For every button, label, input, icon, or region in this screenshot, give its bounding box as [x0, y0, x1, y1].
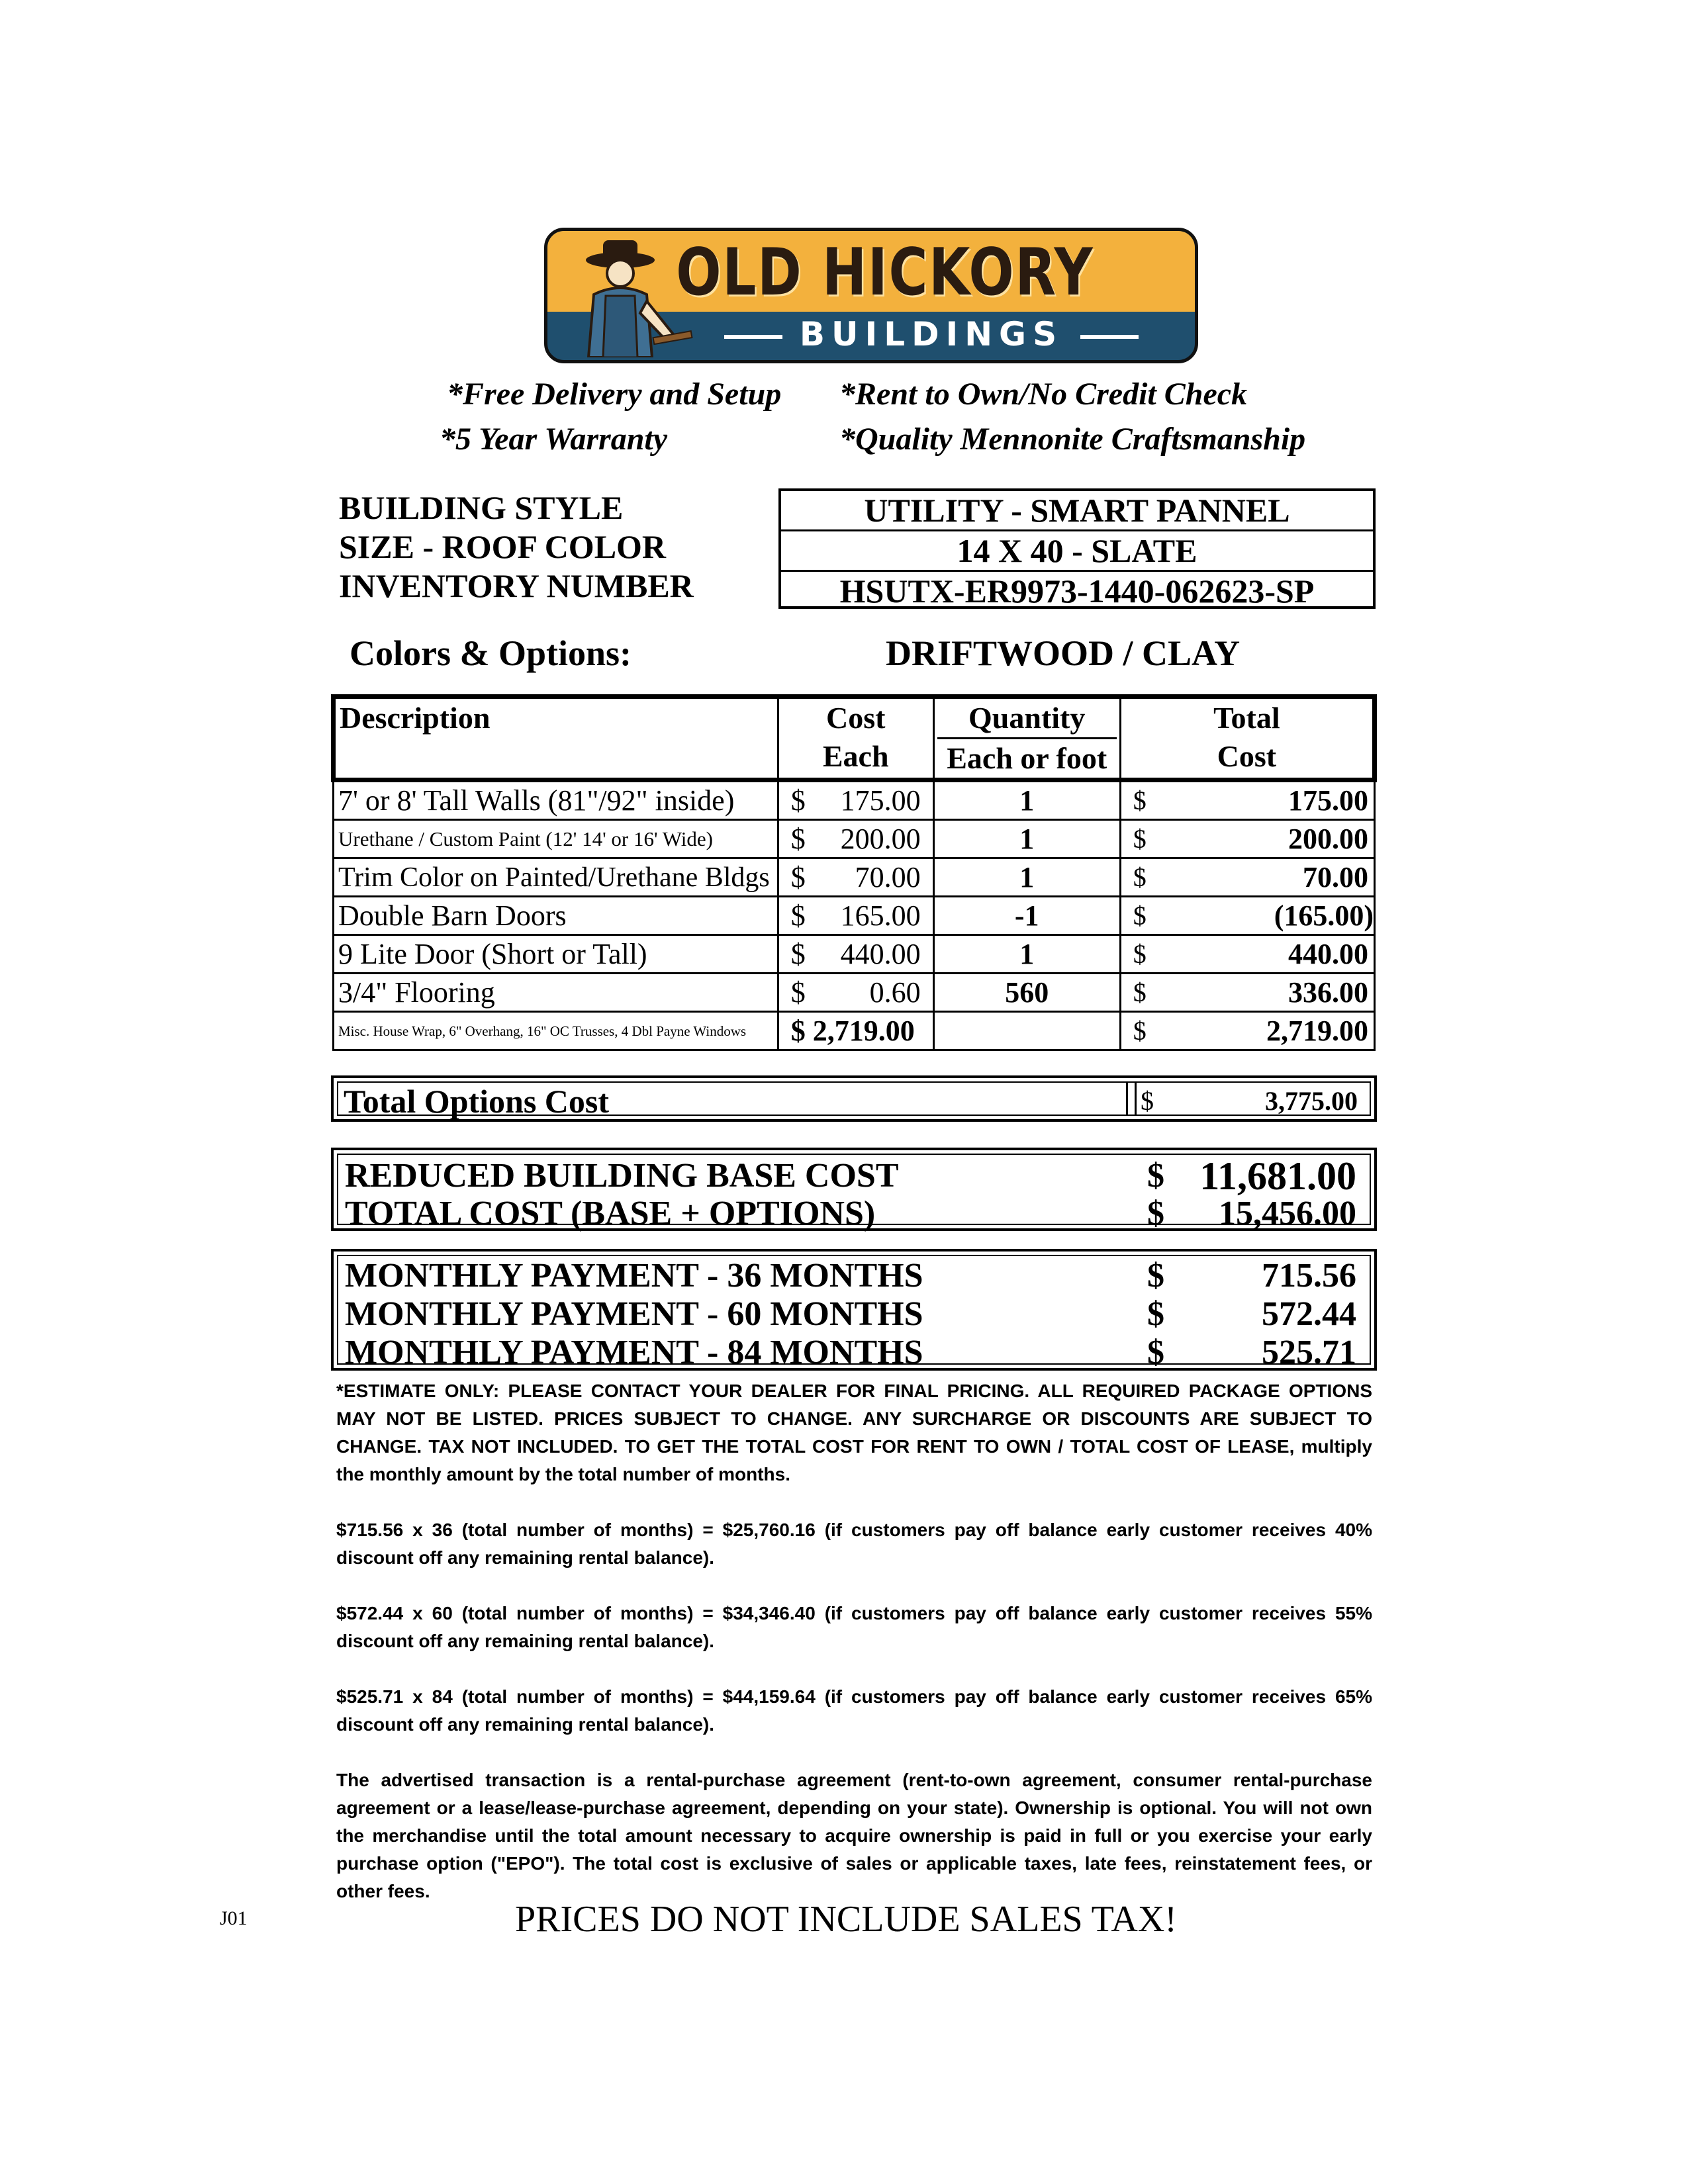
- logo-dash-left: [724, 335, 782, 339]
- total-options-currency: $: [1141, 1086, 1154, 1116]
- payment-60-currency: $: [1147, 1295, 1164, 1333]
- table-row: [334, 974, 1375, 1012]
- cost-summary-box: [331, 1148, 1377, 1231]
- total-options-amount: 3,775.00: [1265, 1086, 1358, 1116]
- feature-warranty: *5 Year Warranty: [440, 422, 668, 457]
- total-cost-currency: $: [1147, 1195, 1164, 1232]
- row-description: Misc. House Wrap, 6" Overhang, 16" OC Trusses, 4 Dbl Payne Windows: [334, 1012, 778, 1050]
- row-total: $ 200.00: [1120, 820, 1374, 858]
- logo-dash-right: [1080, 335, 1139, 339]
- total-cost-amount: 15,456.00: [1219, 1195, 1356, 1232]
- logo-subtitle-text: BUILDINGS: [799, 315, 1064, 353]
- row-quantity: 1: [933, 858, 1120, 897]
- row-cost-each: $ 200.00: [778, 820, 933, 858]
- calc-60-months: $572.44 x 60 (total number of months) = $34,346.40 (if customers pay off balance early customer receives 55% discount off any remaining rental balance).: [336, 1603, 1372, 1651]
- payment-60-label: MONTHLY PAYMENT - 60 MONTHS: [345, 1295, 923, 1333]
- feature-delivery: *Free Delivery and Setup: [447, 377, 782, 412]
- options-table: [331, 694, 1377, 1051]
- row-quantity: 1: [933, 820, 1120, 858]
- payment-line-36: [345, 1256, 1356, 1296]
- colors-options-label: Colors & Options:: [350, 633, 632, 673]
- feature-quality: *Quality Mennonite Craftsmanship: [839, 422, 1306, 457]
- row-cost-each: $ 175.00: [778, 780, 933, 820]
- header-cost-each: Cost Each: [778, 697, 933, 780]
- payment-36-label: MONTHLY PAYMENT - 36 MONTHS: [345, 1257, 923, 1295]
- row-cost-each: $ 440.00: [778, 935, 933, 974]
- row-quantity: [933, 1012, 1120, 1050]
- building-info-box: [778, 488, 1376, 609]
- row-quantity: 560: [933, 974, 1120, 1012]
- payment-line-60: [345, 1295, 1356, 1334]
- calc-36-months: $715.56 x 36 (total number of months) = $25,760.16 (if customers pay off balance early customer receives 40% discount off any remaining rental balance).: [336, 1520, 1372, 1568]
- row-quantity: -1: [933, 897, 1120, 935]
- row-quantity: 1: [933, 780, 1120, 820]
- row-total: $ 440.00: [1120, 935, 1374, 974]
- row-total: $ 336.00: [1120, 974, 1374, 1012]
- inventory-number-label: INVENTORY NUMBER: [339, 567, 694, 604]
- row-cost-each: $ 0.60: [778, 974, 933, 1012]
- row-quantity: 1: [933, 935, 1120, 974]
- total-cost-label: TOTAL COST (BASE + OPTIONS): [345, 1195, 876, 1232]
- feature-rent-to-own: *Rent to Own/No Credit Check: [839, 377, 1248, 412]
- base-cost-label: REDUCED BUILDING BASE COST: [345, 1157, 899, 1195]
- payment-84-currency: $: [1147, 1334, 1164, 1371]
- row-total: $ 175.00: [1120, 780, 1374, 820]
- total-options-separator: [1126, 1083, 1137, 1115]
- logo-title: OLD HICKORY: [676, 235, 1094, 310]
- payment-84-amount: 525.71: [1262, 1334, 1356, 1371]
- row-description: 9 Lite Door (Short or Tall): [334, 935, 778, 974]
- old-hickory-logo: [544, 228, 1198, 363]
- building-style-label: BUILDING STYLE: [339, 489, 624, 526]
- total-options-box: [331, 1075, 1377, 1122]
- row-description: Trim Color on Painted/Urethane Bldgs: [334, 858, 778, 897]
- header-total-cost: Total Cost: [1120, 697, 1374, 780]
- monthly-payments-box: [331, 1249, 1377, 1371]
- document-code: J01: [220, 1907, 248, 1929]
- row-cost-each: $ 70.00: [778, 858, 933, 897]
- payment-36-currency: $: [1147, 1257, 1164, 1295]
- table-row: [334, 858, 1375, 897]
- total-cost-line: [345, 1195, 1356, 1233]
- row-description: Double Barn Doors: [334, 897, 778, 935]
- table-row: [334, 1012, 1375, 1050]
- calc-84-months: $525.71 x 84 (total number of months) = $44,159.64 (if customers pay off balance early customer receives 65% discount off any remaining rental balance).: [336, 1686, 1372, 1735]
- inventory-number-value: HSUTX-ER9973-1440-062623-SP: [839, 572, 1315, 610]
- base-cost-currency: $: [1147, 1157, 1164, 1195]
- header-quantity: Quantity Each or foot: [933, 697, 1120, 780]
- header-description: Description: [334, 697, 778, 780]
- estimate-disclaimer: *ESTIMATE ONLY: PLEASE CONTACT YOUR DEALER FOR FINAL PRICING. ALL REQUIRED PACKAGE OPTIONS MAY NOT BE LISTED. PRICES SUBJECT TO CHANGE. ANY SURCHARGE OR DISCOUNTS ARE SUBJECT TO CHANGE. TAX NOT INCLUDED. TO GET THE TOTAL COST FOR RENT TO OWN / TOTAL COST OF LEASE, multiply the monthly amount by the total number of months.: [336, 1381, 1372, 1484]
- table-row: [334, 780, 1375, 820]
- options-table-header: [334, 697, 1375, 780]
- payment-line-84: [345, 1333, 1356, 1373]
- row-total: $ 70.00: [1120, 858, 1374, 897]
- building-style-value: UTILITY - SMART PANNEL: [781, 491, 1373, 531]
- table-row: [334, 820, 1375, 858]
- size-roof-color-value: 14 X 40 - SLATE: [781, 531, 1373, 572]
- table-row: [334, 897, 1375, 935]
- row-cost-each: $ 165.00: [778, 897, 933, 935]
- total-options-inner: [337, 1081, 1371, 1120]
- colors-options-value: DRIFTWOOD / CLAY: [886, 633, 1241, 673]
- base-cost-line: [345, 1156, 1356, 1196]
- size-roof-color-label: SIZE - ROOF COLOR: [339, 528, 667, 565]
- logo-subtitle: [693, 312, 1170, 357]
- sales-tax-notice: PRICES DO NOT INCLUDE SALES TAX!: [515, 1899, 1177, 1940]
- total-options-label: Total Options Cost: [344, 1083, 610, 1120]
- base-cost-amount: 11,681.00: [1199, 1154, 1356, 1198]
- table-row: [334, 935, 1375, 974]
- row-cost-each: $ 2,719.00: [778, 1012, 933, 1050]
- rental-purchase-disclaimer: The advertised transaction is a rental-purchase agreement (rent-to-own agreement, consumer rental-purchase agreement or a lease/lease-purchase agreement, depending on your state). Ownership is optional. You will not own the merchandise until the total amount necessary to acquire ownership is paid in full or you exercise your early purchase option ("EPO"). The total cost is exclusive of sales or applicable taxes, late fees, reinstatement fees, or other fees.: [336, 1770, 1372, 1901]
- cost-summary-inner: [337, 1154, 1371, 1232]
- row-description: Urethane / Custom Paint (12' 14' or 16' Wide): [334, 820, 778, 858]
- payment-36-amount: 715.56: [1262, 1257, 1356, 1295]
- row-total: $ 2,719.00: [1120, 1012, 1374, 1050]
- payment-60-amount: 572.44: [1262, 1295, 1356, 1333]
- row-total: $ (165.00): [1120, 897, 1374, 935]
- row-description: 7' or 8' Tall Walls (81"/92" inside): [334, 780, 778, 820]
- monthly-payments-inner: [337, 1255, 1371, 1371]
- payment-84-label: MONTHLY PAYMENT - 84 MONTHS: [345, 1334, 923, 1371]
- row-description: 3/4" Flooring: [334, 974, 778, 1012]
